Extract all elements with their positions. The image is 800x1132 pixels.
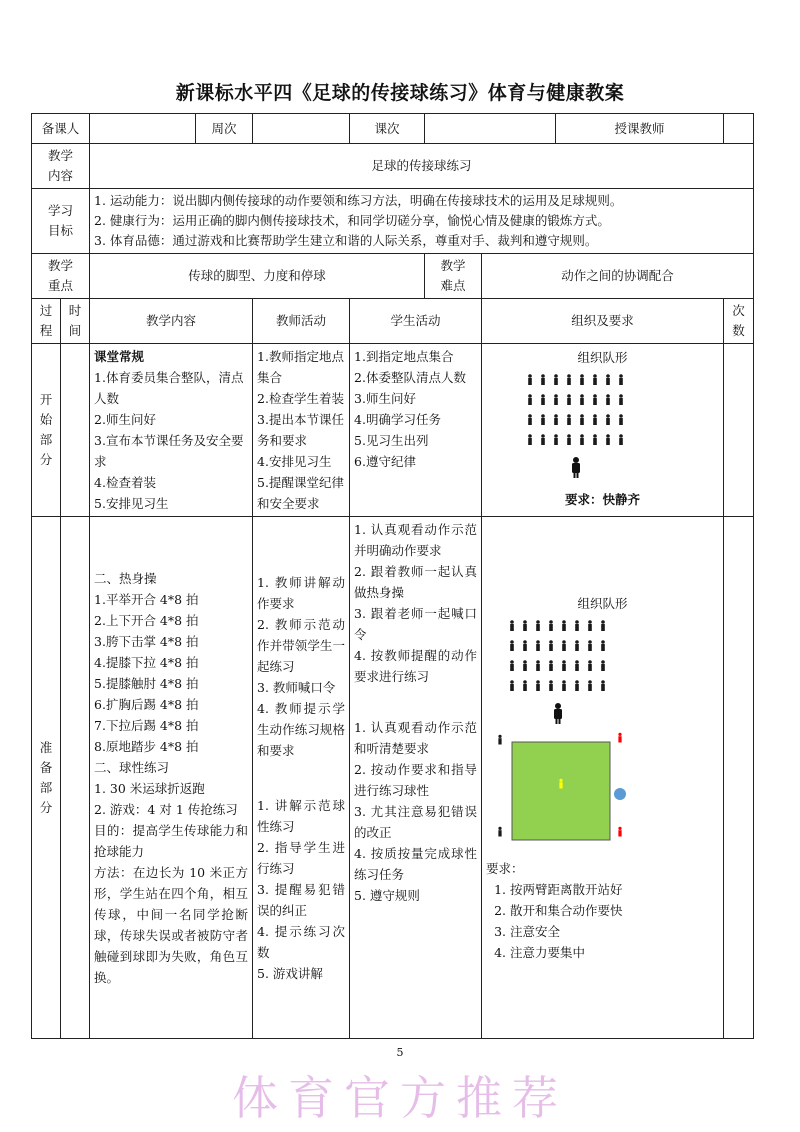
student-figure-body bbox=[619, 418, 623, 425]
start-student-item: 6.遵守纪律 bbox=[354, 454, 416, 469]
practice-field bbox=[512, 742, 610, 840]
student-figure-head bbox=[536, 680, 540, 684]
col-count-line: 数 bbox=[732, 323, 745, 338]
student-figure-head bbox=[580, 414, 584, 418]
student-figure-body bbox=[606, 378, 610, 385]
page-number: 5 bbox=[396, 1046, 404, 1059]
col-time-line: 间 bbox=[68, 323, 82, 338]
student-figure-head bbox=[606, 434, 610, 438]
prep-content-item: 4.提膝下拉 4*8 拍 bbox=[94, 654, 199, 670]
prep-time bbox=[61, 517, 90, 1039]
goals-list bbox=[90, 189, 754, 254]
student-formation bbox=[510, 620, 605, 691]
student-formation bbox=[528, 374, 623, 445]
student-figure-body bbox=[523, 644, 527, 651]
start-content bbox=[90, 344, 253, 517]
student-figure-body bbox=[567, 398, 571, 405]
student-figure-head bbox=[528, 394, 532, 398]
stage-char: 分 bbox=[39, 452, 53, 467]
student-figure-body bbox=[562, 644, 566, 651]
student-figure-body bbox=[536, 624, 540, 631]
difficulty-label-line: 教学 bbox=[440, 258, 466, 273]
student-figure-body bbox=[498, 738, 501, 744]
teacher-label: 授课教师 bbox=[556, 114, 724, 144]
difficulty-value: 动作之间的协调配合 bbox=[482, 254, 754, 299]
start-org bbox=[482, 344, 724, 517]
prep-student-item: 4. 按教师提醒的动作要求进行练习 bbox=[354, 648, 478, 684]
start-student-item: 3.师生问好 bbox=[354, 391, 416, 406]
student-figure-body bbox=[549, 664, 553, 671]
student-figure-body bbox=[575, 644, 579, 651]
student-figure-body bbox=[523, 624, 527, 631]
student-figure-body bbox=[541, 398, 545, 405]
start-org-title: 组织队形 bbox=[577, 350, 628, 365]
prep-content-item: 3.胯下击掌 4*8 拍 bbox=[94, 633, 199, 649]
student-figure-body bbox=[510, 624, 514, 631]
student-figure-head bbox=[549, 640, 553, 644]
student-figure-body bbox=[523, 664, 527, 671]
column-header-row bbox=[32, 299, 754, 344]
corner-player-bottom-left bbox=[498, 827, 501, 837]
prep-teacher-item: 3. 提醒易犯错误的纠正 bbox=[257, 881, 346, 918]
prep-content-item: 5.提膝触肘 4*8 拍 bbox=[94, 675, 199, 691]
student-figure-head bbox=[618, 733, 621, 736]
prep-content-item: 1. 30 米运球折返跑 bbox=[94, 780, 205, 796]
prep-person-label: 备课人 bbox=[32, 114, 90, 144]
stage-char: 部 bbox=[39, 779, 53, 795]
student-figure-head bbox=[536, 620, 540, 624]
student-figure-head bbox=[523, 680, 527, 684]
student-figure-body bbox=[554, 398, 558, 405]
start-stage-label bbox=[32, 344, 61, 517]
student-figure-body bbox=[567, 378, 571, 385]
lesson-plan-table bbox=[31, 113, 754, 1039]
student-figure-head bbox=[523, 660, 527, 664]
prep-content-item: 2.上下开合 4*8 拍 bbox=[94, 612, 199, 628]
student-figure-head bbox=[549, 680, 553, 684]
student-figure-head bbox=[554, 374, 558, 378]
prep-teacher-item: 2. 指导学生进行练习 bbox=[257, 839, 346, 876]
corner-player-top-right bbox=[618, 733, 621, 743]
student-figure-head bbox=[601, 660, 605, 664]
stage-char: 开 bbox=[39, 392, 53, 407]
watermark: 体育官方推荐 bbox=[232, 1071, 568, 1125]
student-figure-head bbox=[541, 374, 545, 378]
prep-req-label: 要求： bbox=[486, 861, 524, 876]
student-figure-body bbox=[528, 398, 532, 405]
prep-student-item: 1. 认真观看动作示范和听清楚要求 bbox=[354, 720, 478, 756]
key-row bbox=[32, 254, 754, 299]
prep-req-item: 4. 注意力要集中 bbox=[510, 942, 719, 963]
student-figure-head bbox=[554, 414, 558, 418]
student-figure-head bbox=[575, 640, 579, 644]
prep-teacher-item: 3. 教师喊口令 bbox=[257, 679, 336, 695]
student-figure-head bbox=[510, 640, 514, 644]
start-content-item: 3.宣布本节课任务及安全要求 bbox=[94, 433, 244, 469]
prep-stage-label bbox=[32, 517, 61, 1039]
student-figure-body bbox=[498, 830, 501, 836]
start-student-item: 4.明确学习任务 bbox=[354, 412, 441, 427]
student-figure-body bbox=[580, 398, 584, 405]
col-teacher: 教师活动 bbox=[253, 299, 350, 344]
prep-student-item: 3. 跟着老师一起喊口令 bbox=[354, 606, 478, 642]
prep-content-item: 目的：提高学生传球能力和抢球能力 bbox=[94, 822, 249, 859]
student-figure-body bbox=[619, 438, 623, 445]
prep-content-item: 8.原地踏步 4*8 拍 bbox=[94, 738, 199, 754]
student-figure-body bbox=[618, 830, 621, 836]
prep-teacher-item: 1. 讲解示范球性练习 bbox=[257, 797, 346, 834]
start-teacher-item: 3.提出本节课任务和要求 bbox=[257, 412, 344, 448]
prep-student bbox=[350, 517, 482, 1039]
student-figure-head bbox=[528, 434, 532, 438]
student-figure-head bbox=[541, 394, 545, 398]
start-teacher-item: 1.教师指定地点集合 bbox=[257, 349, 344, 385]
prep-teacher-item: 5. 游戏讲解 bbox=[257, 965, 323, 981]
prep-org-title: 组织队形 bbox=[577, 596, 628, 611]
student-figure-head bbox=[606, 374, 610, 378]
student-figure-body bbox=[575, 664, 579, 671]
student-figure-body bbox=[593, 398, 597, 405]
content-row bbox=[32, 144, 754, 189]
student-figure-head bbox=[562, 640, 566, 644]
start-content-item: 5.安排见习生 bbox=[94, 496, 169, 511]
student-figure-head bbox=[554, 434, 558, 438]
student-figure-body bbox=[554, 438, 558, 445]
prep-student-item: 2. 按动作要求和指导进行练习球性 bbox=[354, 762, 478, 798]
prep-teacher-item: 2. 教师示范动作并带领学生一起练习 bbox=[257, 616, 346, 674]
student-figure-body bbox=[588, 664, 592, 671]
start-student bbox=[350, 344, 482, 517]
corner-player-bottom-right bbox=[618, 827, 621, 837]
student-figure-body bbox=[601, 684, 605, 691]
student-figure-body bbox=[588, 684, 592, 691]
student-figure-body bbox=[510, 664, 514, 671]
start-teacher-item: 2.检查学生着装 bbox=[257, 391, 344, 406]
student-figure-body bbox=[554, 378, 558, 385]
student-figure-head bbox=[562, 680, 566, 684]
student-figure-head bbox=[593, 414, 597, 418]
student-figure-body bbox=[541, 378, 545, 385]
difficulty-label bbox=[425, 254, 482, 299]
start-student-item: 1.到指定地点集合 bbox=[354, 349, 454, 364]
student-figure-body bbox=[528, 418, 532, 425]
student-figure-head bbox=[619, 374, 623, 378]
student-figure-body bbox=[593, 418, 597, 425]
student-figure-head bbox=[536, 640, 540, 644]
student-figure-head bbox=[510, 620, 514, 624]
prep-student-item: 3. 尤其注意易犯错误的改正 bbox=[354, 804, 478, 840]
student-figure-body bbox=[588, 624, 592, 631]
key-label-line: 教学 bbox=[48, 258, 74, 273]
prep-content-item: 6.扩胸后踢 4*8 拍 bbox=[94, 696, 199, 712]
stage-char: 始 bbox=[39, 412, 53, 427]
start-teacher-item: 4.安排见习生 bbox=[257, 454, 332, 469]
start-section-row bbox=[32, 344, 754, 517]
prep-student-item: 1. 认真观看动作示范并明确动作要求 bbox=[354, 522, 478, 558]
student-figure-head bbox=[562, 660, 566, 664]
student-figure-body bbox=[567, 418, 571, 425]
prep-req-item: 1. 按两臂距离散开站好 bbox=[510, 879, 719, 900]
col-process-line: 过 bbox=[39, 303, 53, 318]
ball-icon bbox=[614, 788, 626, 800]
student-figure-body bbox=[601, 644, 605, 651]
student-figure-head bbox=[588, 680, 592, 684]
start-content-item: 2.师生问好 bbox=[94, 412, 156, 427]
student-figure-body bbox=[619, 378, 623, 385]
student-figure-head bbox=[601, 620, 605, 624]
teacher-value bbox=[724, 114, 754, 144]
col-time-line: 时 bbox=[68, 303, 82, 318]
student-figure-body bbox=[510, 684, 514, 691]
col-org: 组织及要求 bbox=[482, 299, 724, 344]
start-student-item: 2.体委整队清点人数 bbox=[354, 370, 466, 385]
prep-req-list bbox=[486, 879, 719, 963]
student-figure-body bbox=[549, 684, 553, 691]
start-teacher-item: 5.提醒课堂纪律和安全要求 bbox=[257, 475, 344, 511]
student-figure-head bbox=[510, 660, 514, 664]
difficulty-label-line: 难点 bbox=[440, 278, 466, 293]
student-figure-body bbox=[562, 684, 566, 691]
header-row bbox=[32, 114, 754, 144]
student-figure-body bbox=[580, 378, 584, 385]
student-figure-body bbox=[523, 684, 527, 691]
content-value: 足球的传接球练习 bbox=[90, 144, 754, 189]
student-figure-head bbox=[567, 414, 571, 418]
student-figure-head bbox=[575, 680, 579, 684]
student-figure-body bbox=[567, 438, 571, 445]
content-label-line: 内容 bbox=[48, 168, 74, 183]
student-figure-head bbox=[588, 620, 592, 624]
student-figure-head bbox=[528, 414, 532, 418]
student-figure-head bbox=[541, 414, 545, 418]
student-figure-head bbox=[554, 394, 558, 398]
goal-item: 2. 健康行为：运用正确的脚内侧传接球技术，和同学切磋分享，愉悦心情及健康的锻炼方式。 bbox=[94, 213, 610, 228]
student-figure-body bbox=[588, 644, 592, 651]
prep-content-item: 7.下拉后踢 4*8 拍 bbox=[94, 717, 199, 733]
key-value: 传球的脚型、力度和停球 bbox=[90, 254, 425, 299]
student-figure-body bbox=[536, 664, 540, 671]
prep-req-item: 3. 注意安全 bbox=[510, 921, 719, 942]
student-figure-head bbox=[588, 640, 592, 644]
prep-teacher-item: 4. 提示练习次数 bbox=[257, 923, 346, 960]
stage-char: 部 bbox=[39, 432, 53, 447]
student-figure-head bbox=[510, 680, 514, 684]
student-figure-head bbox=[593, 394, 597, 398]
student-figure-body bbox=[536, 644, 540, 651]
student-figure-head bbox=[601, 680, 605, 684]
student-figure-body bbox=[593, 378, 597, 385]
student-figure-body bbox=[549, 624, 553, 631]
student-figure-head bbox=[588, 660, 592, 664]
student-figure-head bbox=[562, 620, 566, 624]
student-figure-head bbox=[619, 434, 623, 438]
stage-char: 分 bbox=[39, 799, 53, 815]
student-figure-head bbox=[593, 374, 597, 378]
prep-req-item: 2. 散开和集合动作要快 bbox=[510, 900, 719, 921]
lesson-number-label: 课次 bbox=[350, 114, 425, 144]
col-process bbox=[32, 299, 61, 344]
student-figure-body bbox=[606, 418, 610, 425]
content-label bbox=[32, 144, 90, 189]
student-figure-head bbox=[575, 660, 579, 664]
student-figure-head bbox=[567, 374, 571, 378]
goal-item: 1. 运动能力：说出脚内侧传接球的动作要领和练习方法，明确在传接球技术的运用及足球规则。 bbox=[94, 193, 623, 208]
stage-char: 备 bbox=[39, 759, 53, 775]
week-value bbox=[253, 114, 350, 144]
prep-student-item: 2. 跟着教师一起认真做热身操 bbox=[354, 564, 478, 600]
student-figure-body bbox=[575, 684, 579, 691]
goals-label bbox=[32, 189, 90, 254]
prep-content-item: 方法：在边长为 10 米正方形，学生站在四个角，相互传球，中间一名同学抢断球，传球失误或者被防守者触碰到球即为失败，角色互换。 bbox=[94, 864, 249, 985]
teacher-figure bbox=[554, 703, 562, 724]
content-label-line: 教学 bbox=[48, 148, 74, 163]
prep-content-item: 2. 游戏：4 对 1 传抢练习 bbox=[94, 801, 238, 817]
start-content-item: 1.体育委员集合整队，清点人数 bbox=[94, 370, 244, 406]
col-student: 学生活动 bbox=[350, 299, 482, 344]
student-figure-body bbox=[580, 438, 584, 445]
student-figure-head bbox=[593, 434, 597, 438]
student-figure-head bbox=[549, 620, 553, 624]
student-figure-head bbox=[498, 827, 501, 830]
prep-content-item: 二、球性练习 bbox=[94, 759, 170, 775]
student-figure-body bbox=[562, 664, 566, 671]
col-content: 教学内容 bbox=[90, 299, 253, 344]
goals-label-line: 学习 bbox=[48, 203, 74, 218]
student-figure-head bbox=[567, 394, 571, 398]
student-figure-body bbox=[606, 438, 610, 445]
center-defender bbox=[559, 779, 562, 789]
week-label: 周次 bbox=[196, 114, 253, 144]
student-figure-head bbox=[580, 394, 584, 398]
start-content-title: 课堂常规 bbox=[94, 349, 145, 364]
student-figure-head bbox=[523, 620, 527, 624]
goals-label-line: 目标 bbox=[48, 223, 74, 238]
student-figure-body bbox=[618, 736, 621, 742]
student-figure-head bbox=[498, 735, 501, 738]
col-count-line: 次 bbox=[732, 303, 745, 318]
teacher-figure bbox=[572, 457, 580, 478]
student-figure-head bbox=[580, 374, 584, 378]
student-figure-head bbox=[606, 394, 610, 398]
prep-section-row bbox=[32, 517, 754, 1039]
key-label-line: 重点 bbox=[48, 278, 74, 293]
student-figure-head bbox=[606, 414, 610, 418]
corner-player-top-left bbox=[498, 735, 501, 745]
student-figure-body bbox=[541, 418, 545, 425]
key-label bbox=[32, 254, 90, 299]
student-figure-body bbox=[559, 782, 562, 788]
student-figure-body bbox=[541, 438, 545, 445]
student-figure-head bbox=[559, 779, 562, 782]
student-figure-head bbox=[541, 434, 545, 438]
student-figure-head bbox=[523, 640, 527, 644]
col-count bbox=[724, 299, 754, 344]
prep-content-item: 1.平举开合 4*8 拍 bbox=[94, 591, 199, 607]
student-figure-body bbox=[593, 438, 597, 445]
prep-count bbox=[724, 517, 754, 1039]
student-figure-head bbox=[619, 394, 623, 398]
goals-row bbox=[32, 189, 754, 254]
student-figure-head bbox=[567, 434, 571, 438]
student-figure-head bbox=[618, 827, 621, 830]
student-figure-head bbox=[536, 660, 540, 664]
start-org-requirement: 要求：快静齐 bbox=[565, 492, 641, 507]
document-title: 新课标水平四《足球的传接球练习》体育与健康教案 bbox=[175, 82, 625, 104]
student-figure-body bbox=[606, 398, 610, 405]
start-student-item: 5.见习生出列 bbox=[354, 433, 429, 448]
col-process-line: 程 bbox=[39, 323, 53, 338]
start-time bbox=[61, 344, 90, 517]
student-figure-body bbox=[562, 624, 566, 631]
prep-teacher-item: 1. 教师讲解动作要求 bbox=[257, 574, 346, 611]
student-figure-body bbox=[619, 398, 623, 405]
prep-org bbox=[482, 517, 724, 1039]
passing-square-diagram bbox=[486, 732, 666, 852]
stage-char: 准 bbox=[39, 739, 53, 755]
student-figure-body bbox=[536, 684, 540, 691]
prep-student-item: 4. 按质按量完成球性练习任务 bbox=[354, 846, 478, 882]
student-figure-body bbox=[575, 624, 579, 631]
start-count bbox=[724, 344, 754, 517]
formation-diagram-warmup bbox=[486, 614, 666, 726]
start-content-item: 4.检查着装 bbox=[94, 475, 156, 490]
student-figure-body bbox=[549, 644, 553, 651]
prep-content-item: 二、热身操 bbox=[94, 570, 157, 586]
student-figure-body bbox=[601, 624, 605, 631]
student-figure-head bbox=[549, 660, 553, 664]
student-figure-body bbox=[601, 664, 605, 671]
formation-diagram bbox=[486, 368, 666, 480]
student-figure-head bbox=[619, 414, 623, 418]
student-figure-body bbox=[528, 378, 532, 385]
prep-teacher bbox=[253, 517, 350, 1039]
student-figure-head bbox=[528, 374, 532, 378]
student-figure-body bbox=[580, 418, 584, 425]
col-time bbox=[61, 299, 90, 344]
prep-teacher-item: 4. 教师提示学生动作练习规格和要求 bbox=[257, 700, 346, 758]
student-figure-body bbox=[554, 418, 558, 425]
prep-student-item: 5. 遵守规则 bbox=[354, 888, 420, 903]
student-figure-head bbox=[601, 640, 605, 644]
goal-item: 3. 体育品德：通过游戏和比赛帮助学生建立和谐的人际关系，尊重对手、裁判和遵守规则。 bbox=[94, 233, 598, 248]
student-figure-body bbox=[510, 644, 514, 651]
student-figure-head bbox=[580, 434, 584, 438]
start-teacher bbox=[253, 344, 350, 517]
lesson-number-value bbox=[425, 114, 556, 144]
prep-person-value bbox=[90, 114, 196, 144]
student-figure-body bbox=[528, 438, 532, 445]
student-figure-head bbox=[575, 620, 579, 624]
prep-content bbox=[90, 517, 253, 1039]
